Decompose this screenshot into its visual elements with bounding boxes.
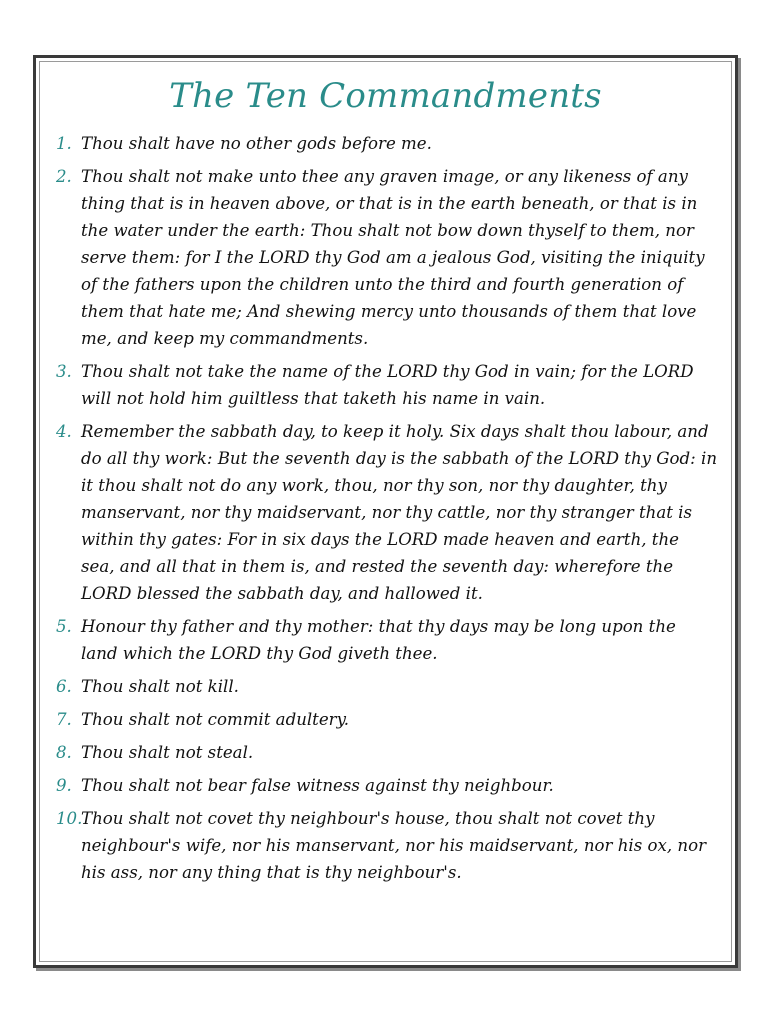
item-text: Thou shalt not commit adultery. bbox=[81, 710, 350, 729]
item-text: Honour thy father and thy mother: that thy days may be long upon the land which the LORD thy God giveth thee. bbox=[81, 617, 676, 663]
page-frame bbox=[33, 55, 738, 968]
item-text: Remember the sabbath day, to keep it holy. Six days shalt thou labour, and do all thy work: But the seventh day is the sabbath of the LORD thy God: in it thou shalt not do any work, thou, nor thy son, nor thy daughter, thy manservant, nor thy maidservant, nor thy cattle, nor thy stranger that is within thy gates: For in six days the LORD made heaven and earth, the sea, and all that in them is, and rested the seventh day: wherefore the LORD blessed the sabbath day, and hallowed it. bbox=[81, 422, 718, 603]
item-text: Thou shalt not make unto thee any graven image, or any likeness of any thing that is in heaven above, or that is in the earth beneath, or that is in the water under the earth: Thou shalt not bow down thyself to them, nor serve them: for I the LORD thy God am a jealous God, visiting the iniquity of the fathers upon the children unto the third and fourth generation of them that hate me; And shewing mercy unto thousands of them that love me, and keep my commandments. bbox=[81, 167, 705, 348]
item-text: Thou shalt have no other gods before me. bbox=[81, 134, 432, 153]
commandment-item bbox=[56, 358, 717, 412]
item-text: Thou shalt not bear false witness against thy neighbour. bbox=[81, 776, 554, 795]
commandment-item bbox=[56, 613, 717, 667]
commandments-list bbox=[56, 130, 717, 892]
item-number: 1. bbox=[56, 134, 72, 153]
commandment-item bbox=[56, 772, 717, 799]
item-text: Thou shalt not steal. bbox=[81, 743, 254, 762]
commandment-item bbox=[56, 130, 717, 157]
commandment-item bbox=[56, 673, 717, 700]
item-text: Thou shalt not kill. bbox=[81, 677, 239, 696]
page-title: The Ten Commandments bbox=[169, 76, 602, 116]
item-number: 3. bbox=[56, 362, 72, 381]
item-number: 4. bbox=[56, 422, 72, 441]
item-text: Thou shalt not take the name of the LORD thy God in vain; for the LORD will not hold him guiltless that taketh his name in vain. bbox=[81, 362, 694, 408]
commandment-item bbox=[56, 805, 717, 886]
item-text: Thou shalt not covet thy neighbour's house, thou shalt not covet thy neighbour's wife, nor his manservant, nor his maidservant, nor his ox, nor his ass, nor any thing that is thy neighbour's. bbox=[81, 809, 706, 882]
commandment-item bbox=[56, 706, 717, 733]
item-number: 7. bbox=[56, 710, 72, 729]
item-number: 5. bbox=[56, 617, 72, 636]
commandment-item bbox=[56, 163, 717, 352]
item-number: 8. bbox=[56, 743, 72, 762]
item-number: 9. bbox=[56, 776, 72, 795]
item-number: 6. bbox=[56, 677, 72, 696]
item-number: 10. bbox=[56, 809, 83, 828]
item-number: 2. bbox=[56, 167, 72, 186]
commandment-item bbox=[56, 739, 717, 766]
commandment-item bbox=[56, 418, 717, 607]
